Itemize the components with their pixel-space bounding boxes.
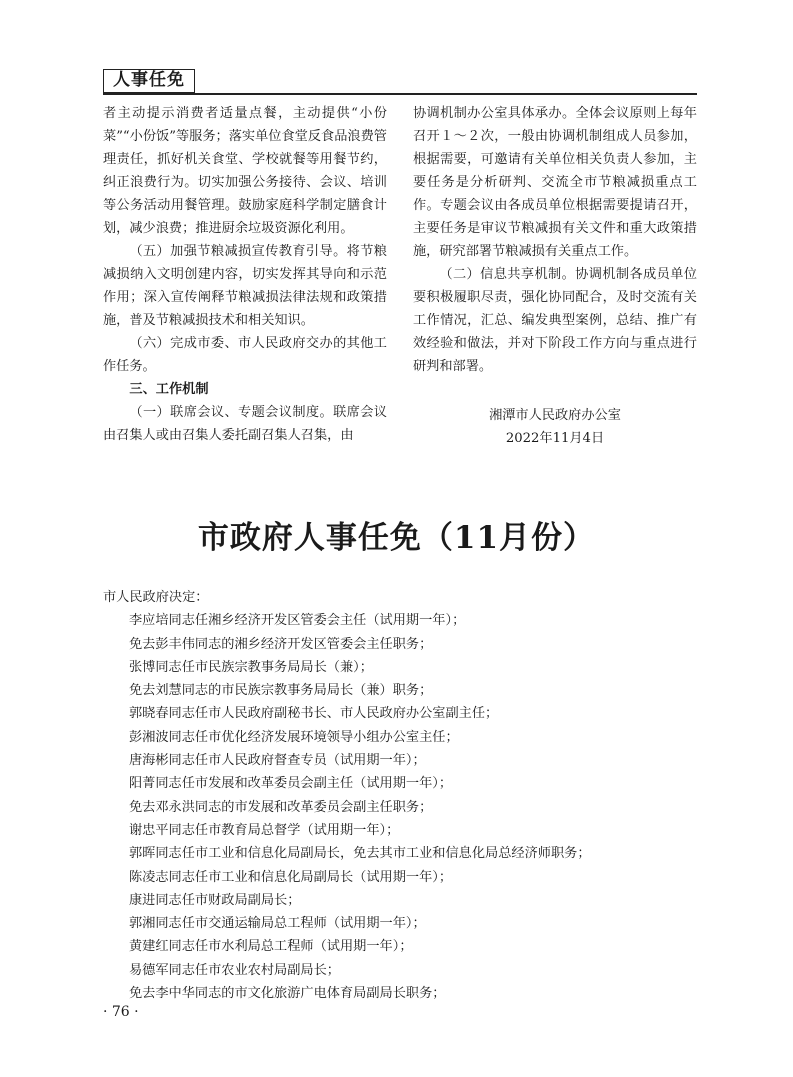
signature: 湘潭市人民政府办公室 [489, 408, 621, 423]
right-paragraph-1: 协调机制办公室具体承办。全体会议原则上每年召开１～２次，一般由协调机制组成人员参加，根据需要，可邀请有关单位相关负责人参加，主要任务是分析研判、交流全市节粮减损重点工作。专题会议由各成员单位根据需要提请召开，主要任务是审议节粮减损有关文件和重大政策措施，研究部署节粮减损有关重点工作。 [413, 106, 697, 259]
left-paragraph-3: （六）完成市委、市人民政府交办的其他工作任务。 [103, 336, 387, 374]
appointment-item: 郭晖同志任市工业和信息化局副局长，免去其市工业和信息化局总经济师职务； [129, 846, 591, 862]
appointment-item: 免去邓永洪同志的市发展和改革委员会副主任职务； [129, 799, 433, 815]
article-title: 市政府人事任免（11月份） [197, 520, 596, 556]
right-column [413, 102, 697, 450]
appointment-item: 彭湘波同志任市优化经济发展环境领导小组办公室主任； [129, 729, 459, 745]
decision-intro: 市人民政府决定： [103, 590, 209, 605]
appointment-item: 李应培同志任湘乡经济开发区管委会主任（试用期一年）； [129, 613, 466, 629]
section-tab: 人事任免 [103, 69, 195, 93]
right-paragraph-2: （二）信息共享机制。协调机制各成员单位要积极履职尽责，强化协同配合，及时交流有关工作情况，汇总、编发典型案例，总结、推广有效经验和做法，并对下阶段工作方向与重点进行研判和部署。 [413, 267, 697, 374]
section-heading: 三、工作机制 [129, 382, 209, 397]
left-paragraph-2: （五）加强节粮减损宣传教育引导。将节粮减损纳入文明创建内容，切实发挥其导向和示范作用；深入宣传阐释节粮减损法律法规和政策措施，普及节粮减损技术和相关知识。 [103, 244, 387, 328]
appointment-item: 阳菁同志任市发展和改革委员会副主任（试用期一年）； [129, 776, 453, 792]
left-column [103, 102, 387, 447]
appointment-item: 陈凌志同志任市工业和信息化局副局长（试用期一年）； [129, 869, 453, 885]
left-paragraph-4: （一）联席会议、专题会议制度。联席会议由召集人或由召集人委托副召集人召集，由 [103, 405, 387, 443]
page-number: · 76 · [103, 1004, 139, 1020]
appointment-item: 谢忠平同志任市教育局总督学（试用期一年）； [129, 822, 400, 838]
appointment-items [103, 609, 697, 1005]
appointment-item: 免去李中华同志的市文化旅游广电体育局副局长职务； [129, 986, 446, 1002]
appointment-item: 郭湘同志任市交通运输局总工程师（试用期一年）； [129, 916, 426, 932]
appointment-item: 康进同志任市财政局副局长； [129, 892, 301, 908]
appointment-item: 黄建红同志任市水利局总工程师（试用期一年）； [129, 939, 413, 955]
signature-date: 2022年11月4日 [505, 431, 605, 446]
appointment-list [103, 586, 697, 1005]
left-paragraph-1: 者主动提示消费者适量点餐，主动提供“小份菜”“小份饭”等服务；落实单位食堂反食品浪费管理责任，抓好机关食堂、学校就餐等用餐节约，纠正浪费行为。切实加强公务接待、会议、培训等公务活动用餐管理。鼓励家庭科学制定膳食计划，减少浪费；推进厨余垃圾资源化利用。 [103, 106, 387, 236]
appointment-item: 张博同志任市民族宗教事务局局长（兼）； [129, 659, 373, 675]
header-rule [103, 93, 697, 95]
appointment-item: 唐海彬同志任市人民政府督查专员（试用期一年）； [129, 753, 426, 769]
appointment-item: 郭晓春同志任市人民政府副秘书长、市人民政府办公室副主任； [129, 706, 499, 722]
appointment-item: 易德军同志任市农业农村局副局长； [129, 962, 340, 978]
appointment-item: 免去刘慧同志的市民族宗教事务局局长（兼）职务； [129, 683, 433, 699]
appointment-item: 免去彭丰伟同志的湘乡经济开发区管委会主任职务； [129, 636, 433, 652]
